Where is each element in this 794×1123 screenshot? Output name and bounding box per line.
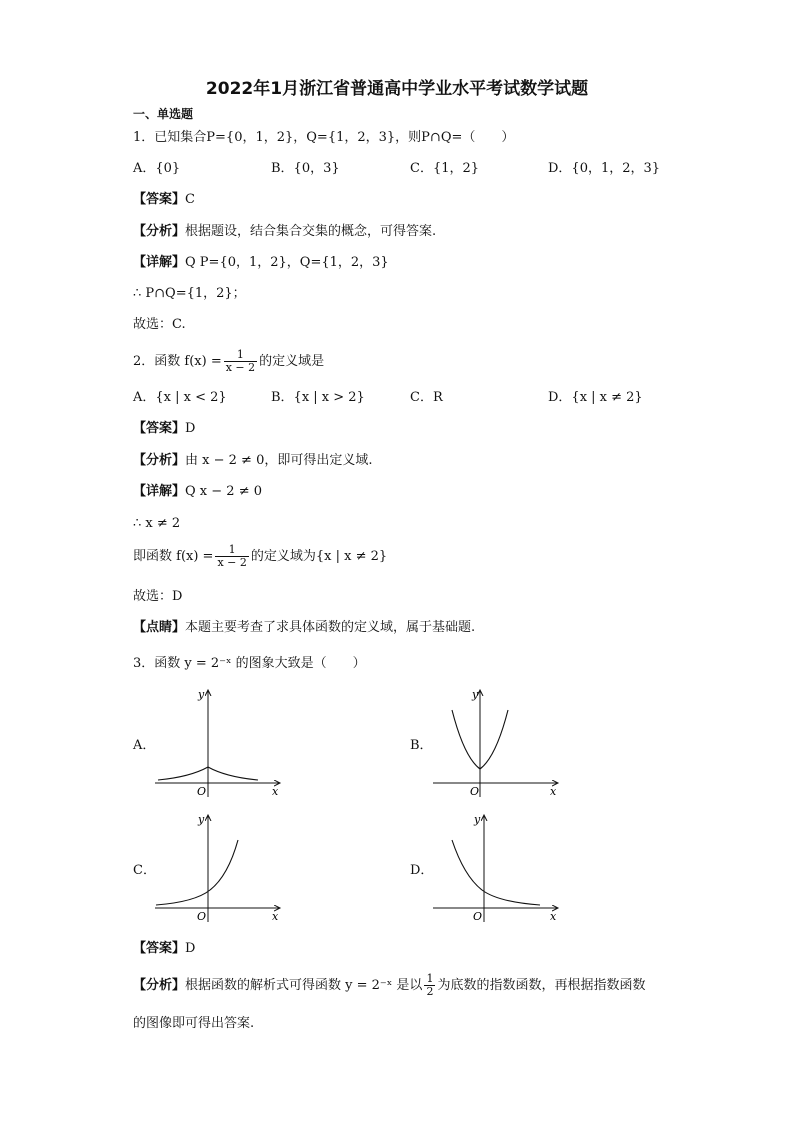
detail-text: Q P={0，1，2}，Q={1，2，3} xyxy=(185,255,389,270)
q1-option-d: D．{0，1，2，3} xyxy=(548,161,661,176)
q1-choose: 故选：C. xyxy=(133,317,186,332)
y-axis-label: y xyxy=(198,688,205,701)
q2-option-b: B．{x | x > 2} xyxy=(271,390,365,405)
q2-stem-pre: 2．函数 f(x) = xyxy=(133,354,222,369)
q3-analysis xyxy=(133,972,645,1000)
detail-text: Q x − 2 ≠ 0 xyxy=(185,484,262,499)
q2-comment xyxy=(133,620,475,636)
q2-choose: 故选：D xyxy=(133,589,183,604)
analysis-text: 根据题设，结合集合交集的概念，可得答案. xyxy=(185,224,437,239)
answer-tag: 【答案】 xyxy=(133,421,186,436)
comment-tag: 【点睛】 xyxy=(133,620,186,635)
x-axis-label: x xyxy=(550,910,557,923)
q1-option-c: C．{1，2} xyxy=(410,161,480,176)
q2-stem-post: 的定义域是 xyxy=(259,354,325,369)
graph-b xyxy=(428,685,568,800)
q2-conc-pre: 即函数 f(x) = xyxy=(133,549,214,564)
q3-option-a: A． xyxy=(133,738,156,753)
q2-detail xyxy=(133,484,262,500)
graph-c xyxy=(150,810,290,925)
origin-label: O xyxy=(197,785,207,798)
q2-analysis xyxy=(133,453,372,469)
q1-analysis xyxy=(133,224,436,240)
q2-conc-post: 的定义域为{x | x ≠ 2} xyxy=(250,549,388,564)
q2-detail-line2: ∴ x ≠ 2 xyxy=(133,516,181,531)
q2-option-c: C．R xyxy=(410,390,443,405)
q2-answer xyxy=(133,421,195,437)
detail-tag: 【详解】 xyxy=(133,484,186,499)
comment-text: 本题主要考查了求具体函数的定义域，属于基础题. xyxy=(185,620,476,635)
frac-numerator: 1 xyxy=(426,972,434,985)
q3-option-c: C． xyxy=(133,863,156,878)
frac-numerator: 1 xyxy=(224,349,257,362)
y-axis-label: y xyxy=(472,688,479,701)
detail-tag: 【详解】 xyxy=(133,255,186,270)
q1-answer xyxy=(133,192,195,208)
analysis-tag: 【分析】 xyxy=(133,453,186,468)
q1-stem-num: 1．已知集合 xyxy=(133,130,207,145)
graph-a xyxy=(150,685,290,800)
y-axis-label: y xyxy=(198,813,205,826)
q3-answer xyxy=(133,941,195,957)
q3-option-b: B． xyxy=(410,738,433,753)
q3-stem: 3．函数 y = 2⁻ˣ 的图象大致是（ ） xyxy=(133,656,366,671)
q2-stem xyxy=(133,348,324,376)
page-title: 2022年1月浙江省普通高中学业水平考试数学试题 xyxy=(205,79,589,99)
x-axis-label: x xyxy=(272,910,279,923)
q3-analysis-line2: 的图像即可得出答案. xyxy=(133,1016,255,1031)
frac-numerator: 1 xyxy=(215,544,248,557)
analysis-pre: 根据函数的解析式可得函数 y = 2⁻ˣ 是以 xyxy=(185,978,423,993)
answer-tag: 【答案】 xyxy=(133,941,186,956)
q1-detail xyxy=(133,255,389,271)
frac-denominator: x − 2 xyxy=(225,361,256,374)
x-axis-label: x xyxy=(550,785,557,798)
q1-option-a: A．{0} xyxy=(133,161,181,176)
frac-denominator: x − 2 xyxy=(217,556,247,569)
frac-denominator: 2 xyxy=(426,985,434,998)
q2-option-d: D．{x | x ≠ 2} xyxy=(548,390,643,405)
answer-value: C xyxy=(185,192,195,207)
answer-tag: 【答案】 xyxy=(133,192,186,207)
q1-detail-line2: ∴ P∩Q={1，2}； xyxy=(133,286,246,301)
q2-option-a: A．{x | x < 2} xyxy=(133,390,227,405)
analysis-tag: 【分析】 xyxy=(133,224,186,239)
q2-conclusion xyxy=(133,543,387,571)
q1-stem xyxy=(133,130,514,146)
q1-option-b: B．{0，3} xyxy=(271,161,340,176)
q1-stem-rest: P={0，1，2}，Q={1，2，3}，则P∩Q=（ ） xyxy=(206,130,515,145)
section-heading: 一、单选题 xyxy=(133,107,194,121)
origin-label: O xyxy=(473,910,483,923)
graph-d xyxy=(428,810,568,925)
y-axis-label: y xyxy=(474,813,481,826)
answer-value: D xyxy=(185,421,196,436)
curve-d xyxy=(452,840,540,905)
q2-conc-fraction xyxy=(215,544,248,569)
x-axis-label: x xyxy=(272,785,279,798)
origin-label: O xyxy=(470,785,480,798)
q3-option-d: D． xyxy=(410,863,434,878)
q2-fraction xyxy=(224,349,257,374)
q3-fraction xyxy=(424,973,435,998)
origin-label: O xyxy=(197,910,207,923)
analysis-post: 为底数的指数函数，再根据指数函数 xyxy=(437,978,646,993)
answer-value: D xyxy=(185,941,196,956)
curve-c xyxy=(156,840,238,905)
analysis-tag: 【分析】 xyxy=(133,978,186,993)
analysis-text: 由 x − 2 ≠ 0，即可得出定义域. xyxy=(185,453,373,468)
